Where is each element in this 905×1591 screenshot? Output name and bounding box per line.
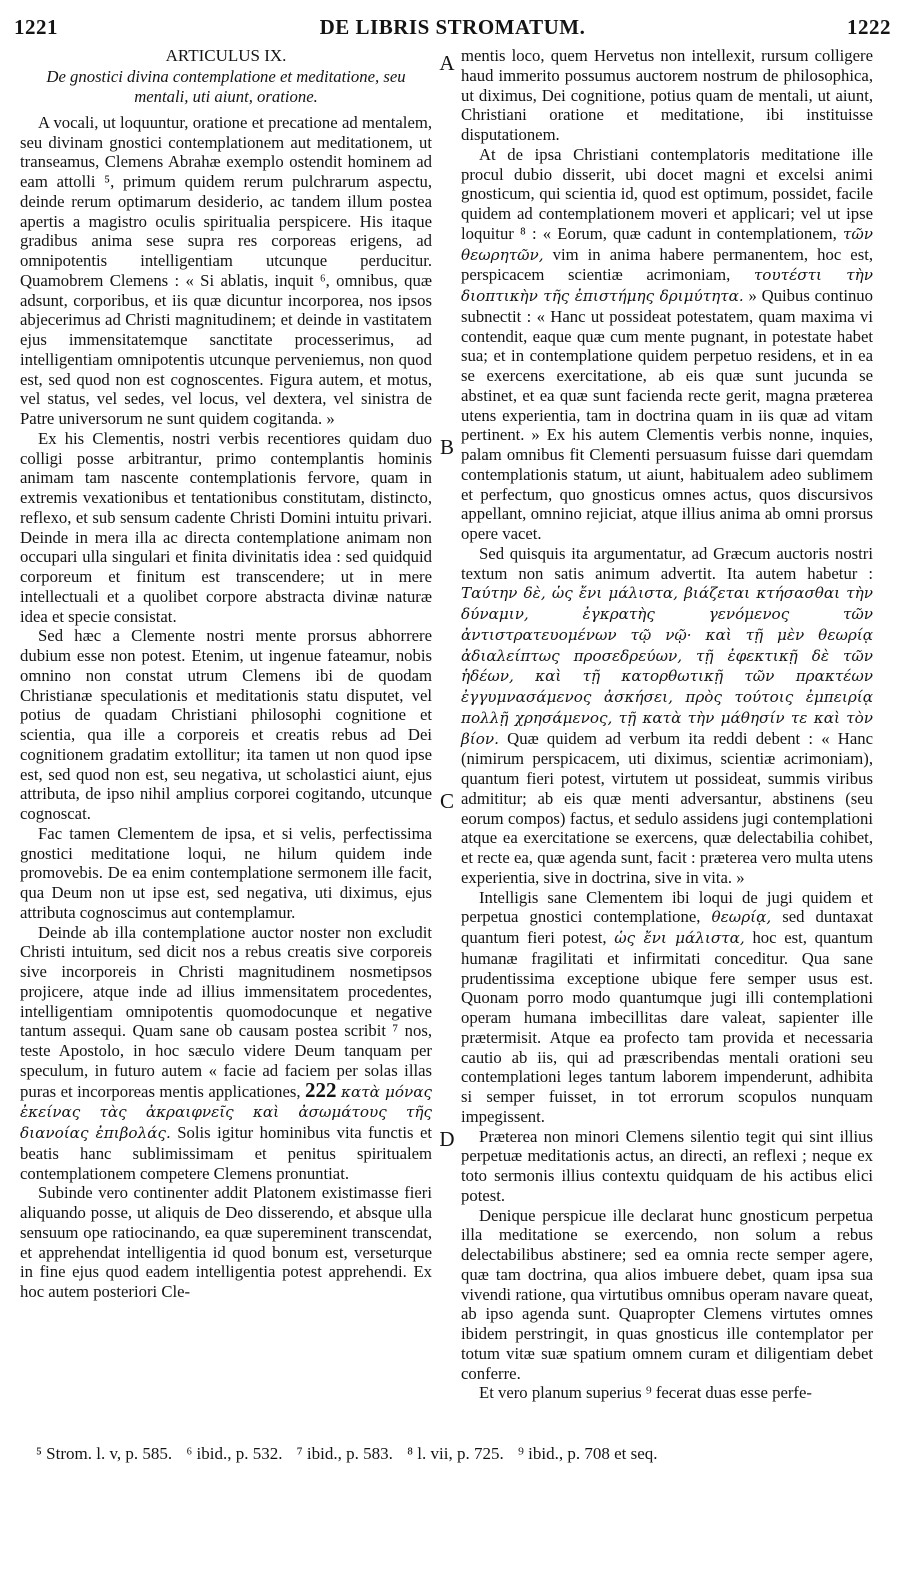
greek-phrase: τουτέστι τὴν διοπτικὴν τῆς ἐπιστήμης δριμύτητα. (461, 266, 873, 305)
paragraph: Ex his Clementis, nostri verbis recentiores quidam duo colligi posse arbitrantur, primo contemplantis hominis animam tam nascente contemplationis fervore, quam in extremis vexationibus et tentationibus constitutam, distincto, reflexo, et sub sensum cadente Christi Domini intuitu privari. Deinde in mera illa ac directa contemplatione animam non occupari ulla singulari et finita divinitatis idea : sed quidquid corporeum et finitum est transcendere; ut in mere intellectuali et a quolibet corpore abstracta divinæ naturæ idea et specie consistat. (20, 428, 432, 626)
paragraph-text: At de ipsa Christiani contemplatoris meditatione ille procul dubio disserit, ubi docet magni et excelsi animi gnosticum, qui scientia id, quod est optimum, possidet, facile quidem ad contemplationem moveri et applicari; vel ut ipse loquitur ⁸ : « Eorum, quæ cadunt in contemplationem, (461, 144, 873, 243)
margin-letter-d: D (439, 1127, 455, 1151)
footnote: ⁶ ibid., p. 532. (186, 1444, 283, 1463)
left-column (20, 46, 432, 1302)
footnote: ⁵ Strom. l. v, p. 585. (36, 1444, 173, 1463)
right-column (461, 46, 873, 1403)
paragraph (461, 888, 873, 1127)
column-number-right: 1222 (847, 15, 891, 39)
paragraph: mentis loco, quem Hervetus non intellexit, rursum colligere haud immerito possumus auctorem nostrum de philosophica, ut diximus, Dei cognitione, potius quam de mentali, ut aiunt, Christiani orationе et meditatione, ibi instituisse disputationem. (461, 46, 873, 144)
paragraph-text: Deinde ab illa contemplatione auctor noster non excludit Christi intuitum, sed dicit nos a rebus creatis sive corporeis sive incorporeis in Christi magnitudinem nosmetipsos projicere, atque inde ad illius immensitatem procedentes, intelligentiam omnipotentis quomodocunque et negative tantum assequi. Quam sane ob causam postea scribit ⁷ nos, teste Apostolo, in hoc sæculo videre Deum tanquam per speculum, in futuro autem « facie ad faciem per solas illas puras et incorporeas mentis applicationes, (20, 922, 432, 1101)
paragraph-text: sed duntaxat quantum fieri potest, (461, 907, 873, 947)
margin-letter-c: C (439, 789, 454, 813)
column-number-left: 1221 (14, 15, 58, 39)
paragraph (20, 923, 432, 1184)
paragraph (461, 544, 873, 888)
paragraph: Sed hæc a Clemente nostri mente prorsus abhorrere dubium esse non potest. Etenim, ut ingenue fateamur, nobis omnino non constat utrum Clemens ibi de quodam Christianæ speculationis et meditationis statu disputet, vel potius de quadam Christiani philosophi cognitione et scientia, qua ille a corporeis et creatis rebus ad Dei cognitionem gradatim extollitur; ita tamen ut non quod ipse est, sed quod non est, seu negativa, ut scholastici aiunt, ejus attributa, de ipso nihil amplius corporei cogitando, utcunque cognoscat. (20, 626, 432, 823)
running-head (14, 12, 891, 42)
paragraph-text: hoc est, quantum humanæ fragilitati et infirmitati conceditur. Qua sane prudentissima exceptione ubique fere semper usus est. Quonam porro modo quantumque jugi illi contemplationi operam humana imbecillitas dare valeat, sapienter ille prætermisit. Atque ea profecto tam provida et necessaria cautio ab iis, qui ad præscribendas mentali orationi seu contemplationi leges tantum laborem impenderunt, adhibita si semper fuisset, in tot errorum scopulos nunquam impegissent. (461, 928, 874, 1126)
footnote: ⁷ ibid., p. 583. (296, 1444, 393, 1463)
footnote: ⁸ l. vii, p. 725. (407, 1444, 504, 1463)
greek-quotation: κατὰ μόνας ἐκείνας τὰς ἀκραιφνεῖς καὶ ἀσωμάτους τῆς διανοίας ἐπιβολάς. (20, 1082, 433, 1142)
running-title: DE LIBRIS STROMATUM. (319, 15, 586, 39)
footnotes (36, 1443, 885, 1465)
margin-letter-a: A (439, 51, 455, 75)
paragraph (461, 145, 873, 544)
greek-phrase: τῶν θεωρητῶν, (461, 224, 874, 264)
greek-quotation: Ταύτην δὲ, ὡς ἔνι μάλιστα, βιάζεται κτήσασθαι τὴν δύναμιν, ἐγκρατὴς γενόμενος τῶν ἀντιστρατευομένων τῷ νῷ· καὶ τῇ μὲν θεωρίᾳ ἀδιαλείπτως προσεδρεύων, τῇ ἐφεκτικῇ δὲ τῶν ἡδέων, καὶ τῇ κατορθωτικῇ τῶν πρακτέων ἐγγυμνασάμενος ἀσκήσει, πρὸς τούτοις ἐμπειρίᾳ πολλῇ χρησάμενος, τῇ κατὰ τὴν μάθησίν τε καὶ τὸν βίον. (461, 584, 873, 748)
paragraph: Denique perspicue ille declarat hunc gnosticum perpetua illa meditatione se exercendo, non solum a rebus delectabilibus abstinere; sed ea omnia recte semper agere, quæ tam doctrina, qua alios imbuere debet, quam ipsa sua vivendi ratione, qua virtutibus omnibus operam navare queat, ab ipso agenda sunt. Quapropter Clemens virtutes omnes ibidem perstringit, in quas gnosticus ille contemplator per totum vitæ suæ spatium omnem curam et diligentiam debet conferre. (461, 1205, 873, 1383)
footnote: ⁹ ibid., p. 708 et seq. (517, 1444, 658, 1463)
article-subtitle: De gnostici divina contemplatione et meditatione, seu mentali, uti aiunt, oratione. (46, 66, 406, 106)
paragraph-text: Solis igitur hominibus vita functis et beatis hanc sublimissimam et penitus spiritualem contemplationem competere Clemens pronuntiat. (20, 1123, 432, 1183)
paragraph: Et vero planum superius ⁹ fecerat duas esse perfe- (479, 1383, 812, 1403)
article-title: ARTICULUS IX. (165, 46, 287, 65)
paragraph-text: Sed quisquis ita argumentatur, ad Græcum auctoris nostri textum non satis animum advertit. Ita autem habetur : (461, 543, 873, 583)
paragraph-text: vim in anima habere permanentem, hoc est, perspicacem scientiæ acrimoniam, (461, 244, 874, 285)
paragraph-text: Intelligis sane Clementem ibi loqui de jugi quidem et perpetua gnostici contemplatione, (461, 887, 873, 927)
paragraph-text: Quæ quidem ad verbum ita reddi debent : « Hanc (nimirum perspicacem, uti diximus, scientiæ acrimoniam), quantum fieri potest, virtutem ut possideat, summis viribus admititur; ab eis quæ menti adversantur, abstinens (seu eorum compos) factus, et sedulo assidens jugi contemplationi atque ea exercitatione se exercens, quæ delectabilia cohibet, et recte ea, quæ agenda sunt, facit : præterea vero multa utens experientia, sive in doctrina, sive in vita. » (461, 728, 873, 887)
margin-letter-b: B (439, 435, 454, 459)
paragraph-text: » Quibus continuo subnectit : « Hanc ut possideat potestatem, quam maxima vi contendit, eaque quæ cum mente pugnant, in potestate habet sua; et in contemplatione quidem perpetuo residens, et in ea se exercens exercitatione, ab eis quæ sunt jucunda se abstinet, et ea quæ sunt facienda recte gerit, magna præterea utens experientia, tam in doctrina quam in iis quæ ad vitam pertinent. » Ex his autem Clementis verbis nonne, inquies, palam omnibus fit Clementi persuasum fuisse dari quemdam contemplationis statum, ut aiunt, habitualem adeo sublimem et perfectum, quo gnosticus omnes actus, quos discursivos appellant, omnino rejiciat, atque illius anima ab omni prorsus opere vacet. (461, 286, 873, 543)
paragraph: A vocali, ut loquuntur, oratione et precatione ad mentalem, seu divinam gnostici contemplationem aut meditationem, ut transeamus, Clemens Abrahæ exemplo ostendit hominem ad eam attolli ⁵, primum quidem rerum pulchrarum aspectu, deinde rerum optimarum desiderio, ac tandem illum postea apertis a magistro oculis spiritualia perspicere. His itaque gradibus anima sese supra res corporeas erigens, ad omnipotentis intelligentiam utcunque perducitur. Quamobrem Clemens : « Si ablatis, inquit ⁶, omnibus, quæ adsunt, corporibus, et iis quæ dicuntur incorporea, nos ipsos abjecerimus ad Christi magnitudinem; et deinde in vastitatem ejus immensitatemque sanctitate processerimus, ad intelligentiam omnipotentis utcunque perveniemus, non quod est, sed quod non est cognoscentes. Figura autem, et motus, vel status, vel sedes, vel locus, vel dextera, vel sinistra de Patre universorum ne sunt quidem cogitanda. » (20, 112, 432, 428)
greek-phrase: ὡς ἔνι μάλιστα, (614, 929, 745, 947)
paragraph: Præterea non minori Clemens silentio tegit qui sint illius perpetuæ meditationis actus, an directi, an reflexi ; neque ex toto sermonis illius contextu quidquam de his actibus elici potest. (461, 1126, 873, 1205)
original-page-number: 222 (305, 1077, 337, 1102)
greek-phrase: θεωρίᾳ, (711, 908, 772, 927)
paragraph: Fac tamen Clementem de ipsa, et si velis, perfectissima gnostici meditatione loqui, ne hilum quidem inde promovebis. De ea enim contemplatione sermonem ille facit, qua Deum non ut ipse est, sed negativa, uti diximus, ejus attributa cognoscimus aut contemplamur. (20, 823, 432, 922)
paragraph: Subinde vero continenter addit Platonem existimasse fieri aliquando posse, ut aliquis de Deo disserendo, et absque ulla sensuum ope ratiocinando, ea quæ supereminent transcendat, et apprehendat intelligentia id quod bonum est, verseturque in fine ejus quod eadem intelligentia potest apprehendi. Ex hoc autem posteriori Cle- (20, 1183, 432, 1301)
